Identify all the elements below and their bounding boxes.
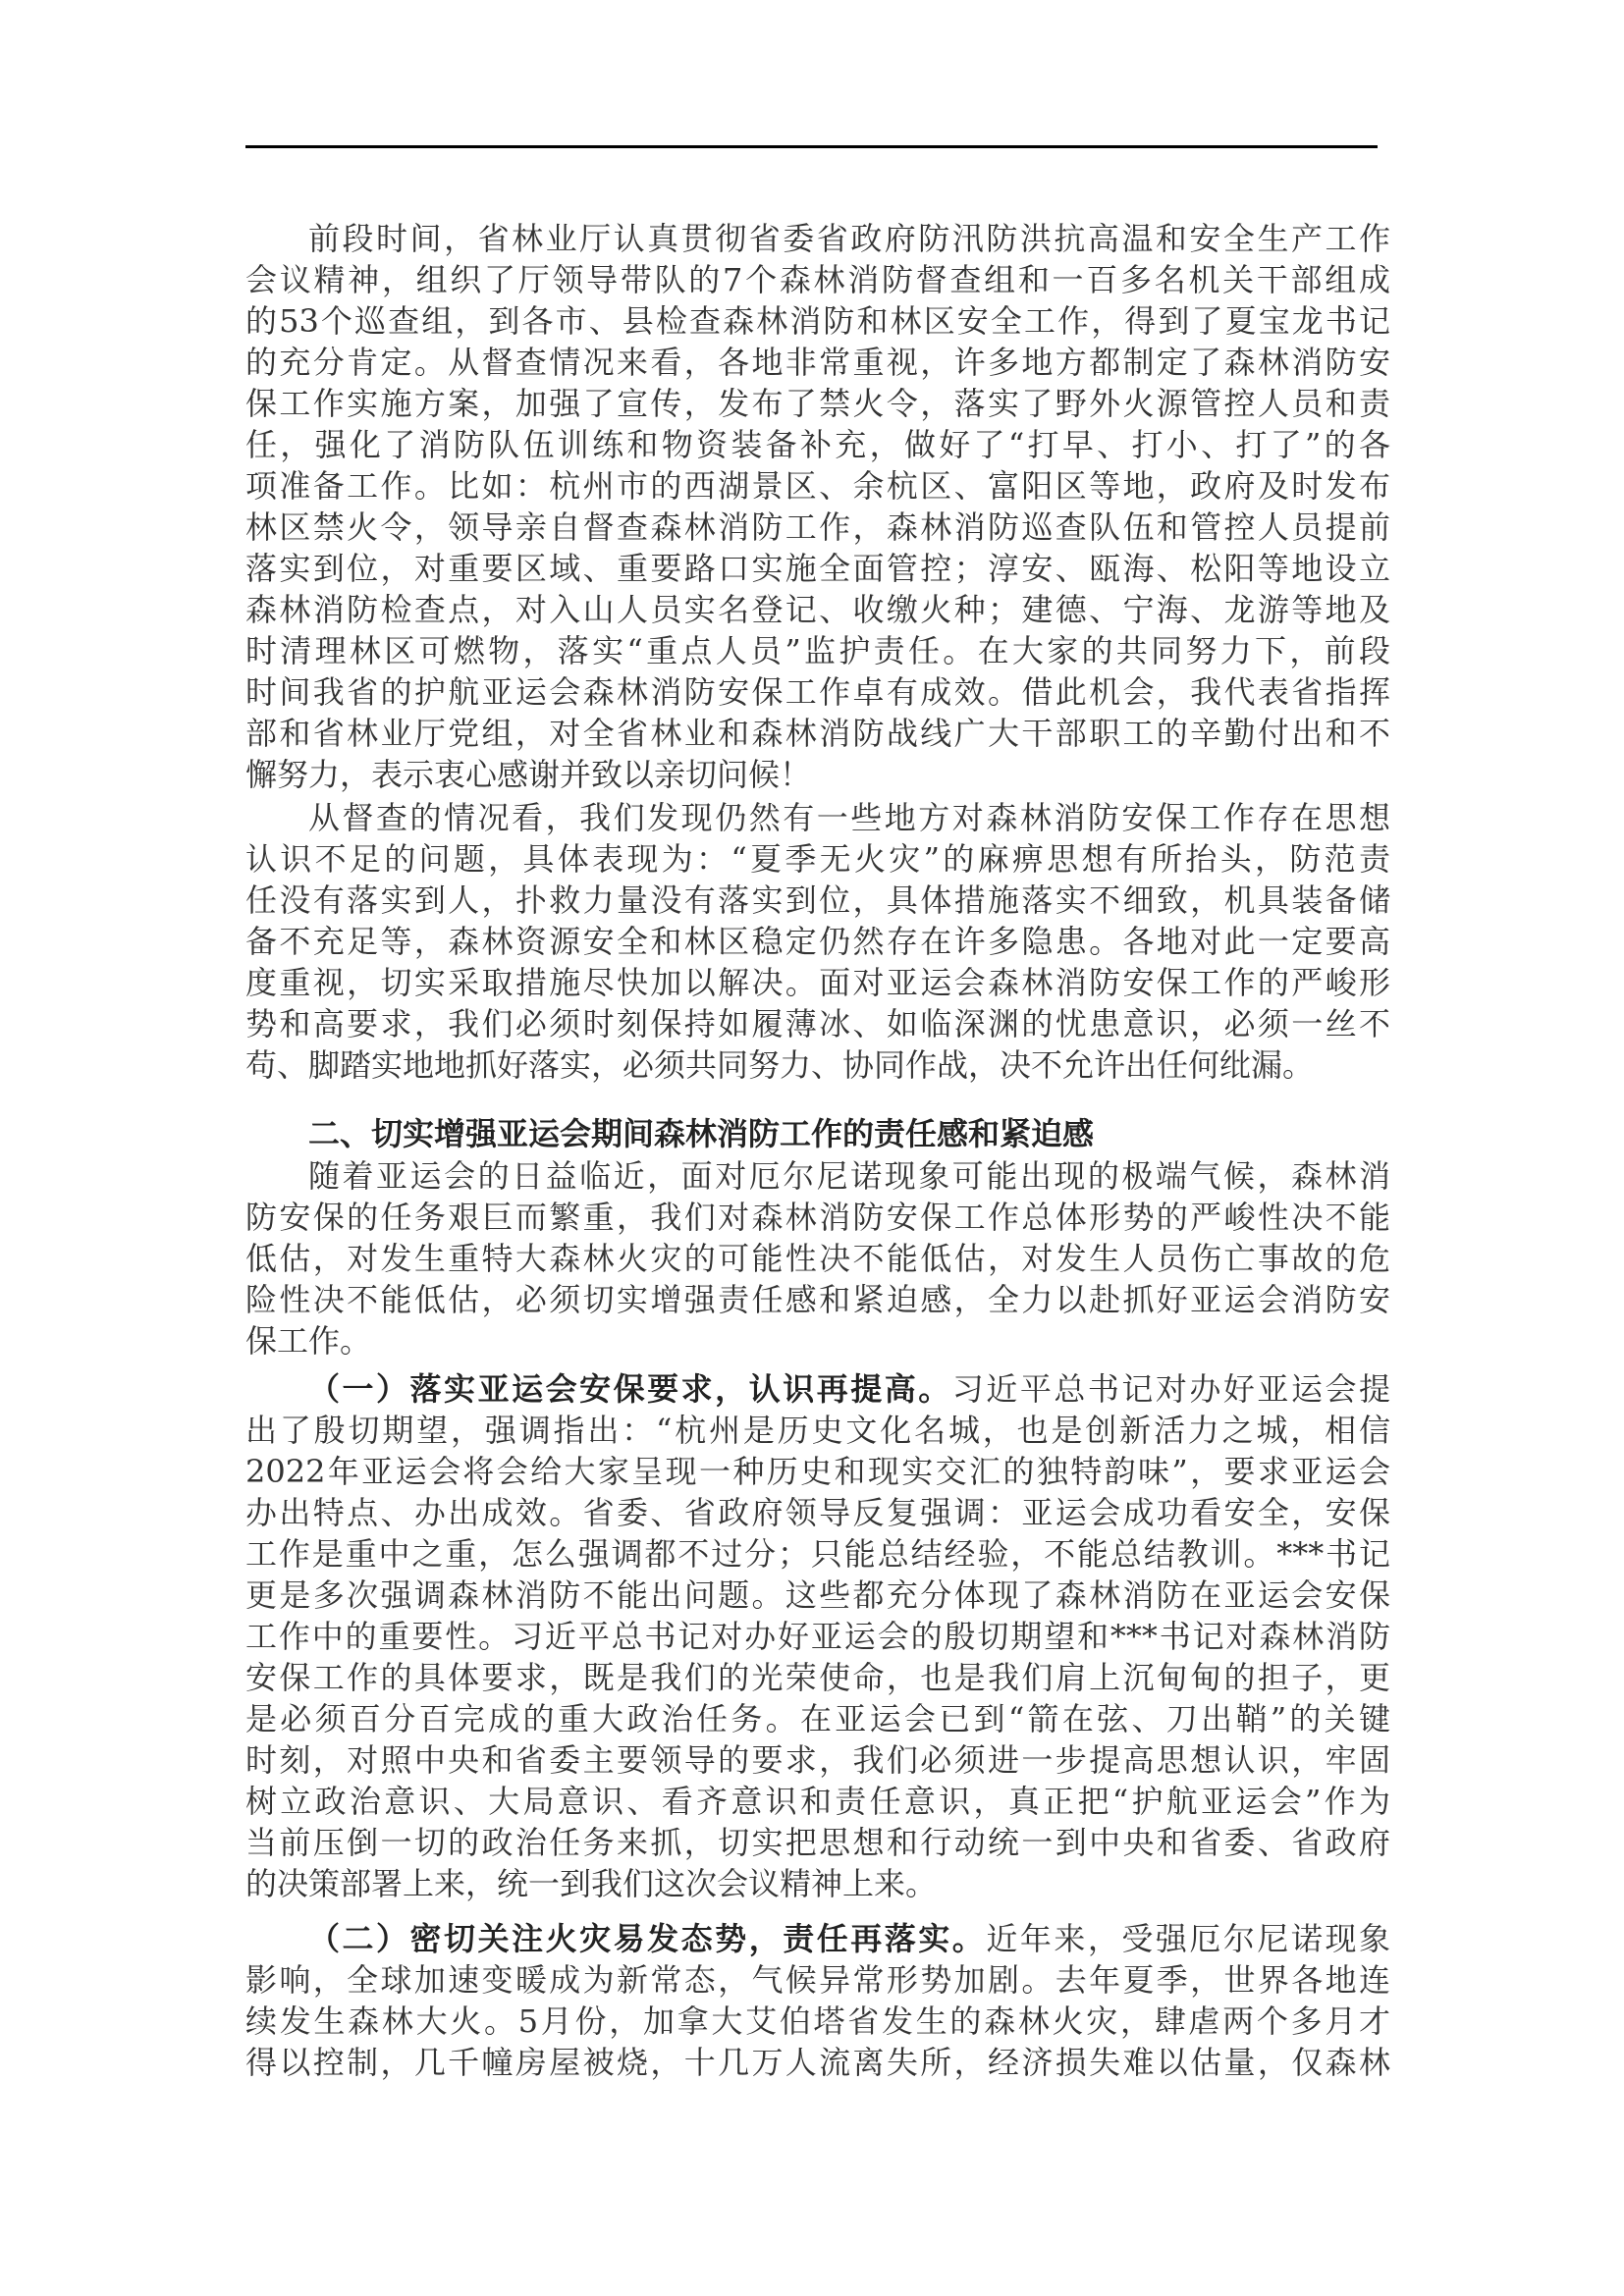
text-line: 的决策部署上来，统一到我们这次会议精神上来。	[245, 1865, 938, 1902]
text-line: 当前压倒一切的政治任务来抓，切实把思想和行动统一到中央和省委、省政府	[245, 1824, 1390, 1861]
text-line: 得以控制，几千幢房屋被烧，十几万人流离失所，经济损失难以估量，仅森林	[245, 2044, 1390, 2081]
section-heading-text: 二、切实增强亚运会期间森林消防工作的责任感和紧迫感	[308, 1115, 1095, 1152]
text-line: 时刻，对照中央和省委主要领导的要求，我们必须进一步提高思想认识，牢固	[245, 1741, 1390, 1779]
text-line: 时间我省的护航亚运会森林消防安保工作卓有成效。借此机会，我代表省指挥	[245, 673, 1390, 711]
subsection-1	[245, 1368, 1390, 1904]
text-line: 险性决不能低估，必须切实增强责任感和紧迫感，全力以赴抓好亚运会消防安	[245, 1281, 1390, 1318]
text-line: 的53个巡查组，到各市、县检查森林消防和林区安全工作，得到了夏宝龙书记	[245, 302, 1390, 340]
text-line: 时清理林区可燃物，落实“重点人员”监护责任。在大家的共同努力下，前段	[245, 632, 1390, 669]
text-line: 备不充足等，森林资源安全和林区稳定仍然存在许多隐患。各地对此一定要高	[245, 923, 1390, 960]
text-line: 出了殷切期望，强调指出：“杭州是历史文化名城，也是创新活力之城，相信	[245, 1412, 1390, 1449]
text-line: 是必须百分百完成的重大政治任务。在亚运会已到“箭在弦、刀出鞘”的关键	[245, 1700, 1390, 1737]
text-line: 更是多次强调森林消防不能出问题。这些都充分体现了森林消防在亚运会安保	[245, 1576, 1390, 1614]
text-line: 保工作实施方案，加强了宣传，发布了禁火令，落实了野外火源管控人员和责	[245, 385, 1390, 422]
text-line: 办出特点、办出成效。省委、省政府领导反复强调：亚运会成功看安全，安保	[245, 1494, 1390, 1531]
text-line: 会议精神，组织了厅领导带队的7个森林消防督查组和一百多名机关干部组成	[245, 261, 1390, 298]
paragraph-1	[245, 218, 1390, 795]
text-line: 度重视，切实采取措施尽快加以解决。面对亚运会森林消防安保工作的严峻形	[245, 964, 1390, 1001]
text-line: 任，强化了消防队伍训练和物资装备补充，做好了“打早、打小、打了”的各	[245, 426, 1390, 463]
header-rule	[245, 145, 1378, 148]
text-line: 任没有落实到人，扑救力量没有落实到位，具体措施落实不细致，机具装备储	[245, 881, 1390, 919]
subsection-1-lead: 习近平总书记对办好亚运会提	[951, 1370, 1390, 1408]
text-line: 工作中的重要性。习近平总书记对办好亚运会的殷切期望和***书记对森林消防	[245, 1618, 1390, 1655]
subsection-2	[245, 1918, 1390, 2083]
text-line	[245, 1368, 1390, 1410]
text-line	[245, 1918, 1390, 1959]
text-line: 随着亚运会的日益临近，面对厄尔尼诺现象可能出现的极端气候，森林消	[308, 1157, 1390, 1195]
subsection-1-title: （一）落实亚运会安保要求，认识再提高。	[308, 1370, 952, 1408]
paragraph-2	[245, 797, 1390, 1086]
text-line: 苟、脚踏实地地抓好落实，必须共同努力、协同作战，决不允许出任何纰漏。	[245, 1046, 1315, 1084]
text-line: 落实到位，对重要区域、重要路口实施全面管控；淳安、瓯海、松阳等地设立	[245, 550, 1390, 587]
text-line: 势和高要求，我们必须时刻保持如履薄冰、如临深渊的忧患意识，必须一丝不	[245, 1005, 1390, 1042]
text-line: 部和省林业厅党组，对全省林业和森林消防战线广大干部职工的辛勤付出和不	[245, 715, 1390, 752]
subsection-2-title: （二）密切关注火灾易发态势，责任再落实。	[308, 1920, 987, 1957]
text-line: 从督查的情况看，我们发现仍然有一些地方对森林消防安保工作存在思想	[308, 799, 1390, 836]
text-line: 树立政治意识、大局意识、看齐意识和责任意识，真正把“护航亚运会”作为	[245, 1783, 1390, 1820]
paragraph-3	[245, 1155, 1390, 1362]
text-line: 懈努力，表示衷心感谢并致以亲切问候！	[245, 756, 812, 793]
text-line: 前段时间，省林业厅认真贯彻省委省政府防汛防洪抗高温和安全生产工作	[308, 220, 1390, 257]
subsection-2-lead: 近年来，受强厄尔尼诺现象	[986, 1920, 1390, 1957]
text-line: 认识不足的问题，具体表现为：“夏季无火灾”的麻痹思想有所抬头，防范责	[245, 840, 1390, 878]
section-heading	[245, 1113, 1390, 1154]
text-line: 低估，对发生重特大森林火灾的可能性决不能低估，对发生人员伤亡事故的危	[245, 1240, 1390, 1277]
text-line: 防安保的任务艰巨而繁重，我们对森林消防安保工作总体形势的严峻性决不能	[245, 1199, 1390, 1236]
text-line: 安保工作的具体要求，既是我们的光荣使命，也是我们肩上沉甸甸的担子，更	[245, 1659, 1390, 1696]
text-line: 工作是重中之重，怎么强调都不过分；只能总结经验，不能总结教训。***书记	[245, 1535, 1390, 1573]
text-line: 影响，全球加速变暖成为新常态，气候异常形势加剧。去年夏季，世界各地连	[245, 1961, 1390, 1999]
text-line: 林区禁火令，领导亲自督查森林消防工作，森林消防巡查队伍和管控人员提前	[245, 508, 1390, 546]
text-line: 续发生森林大火。5月份，加拿大艾伯塔省发生的森林火灾，肆虐两个多月才	[245, 2002, 1390, 2040]
text-line: 的充分肯定。从督查情况来看，各地非常重视，许多地方都制定了森林消防安	[245, 344, 1390, 381]
text-line: 保工作。	[245, 1322, 372, 1360]
text-line: 2022年亚运会将会给大家呈现一种历史和现实交汇的独特韵味”，要求亚运会	[245, 1453, 1390, 1490]
text-line: 森林消防检查点，对入山人员实名登记、收缴火种；建德、宁海、龙游等地及	[245, 591, 1390, 628]
text-line: 项准备工作。比如：杭州市的西湖景区、余杭区、富阳区等地，政府及时发布	[245, 467, 1390, 505]
